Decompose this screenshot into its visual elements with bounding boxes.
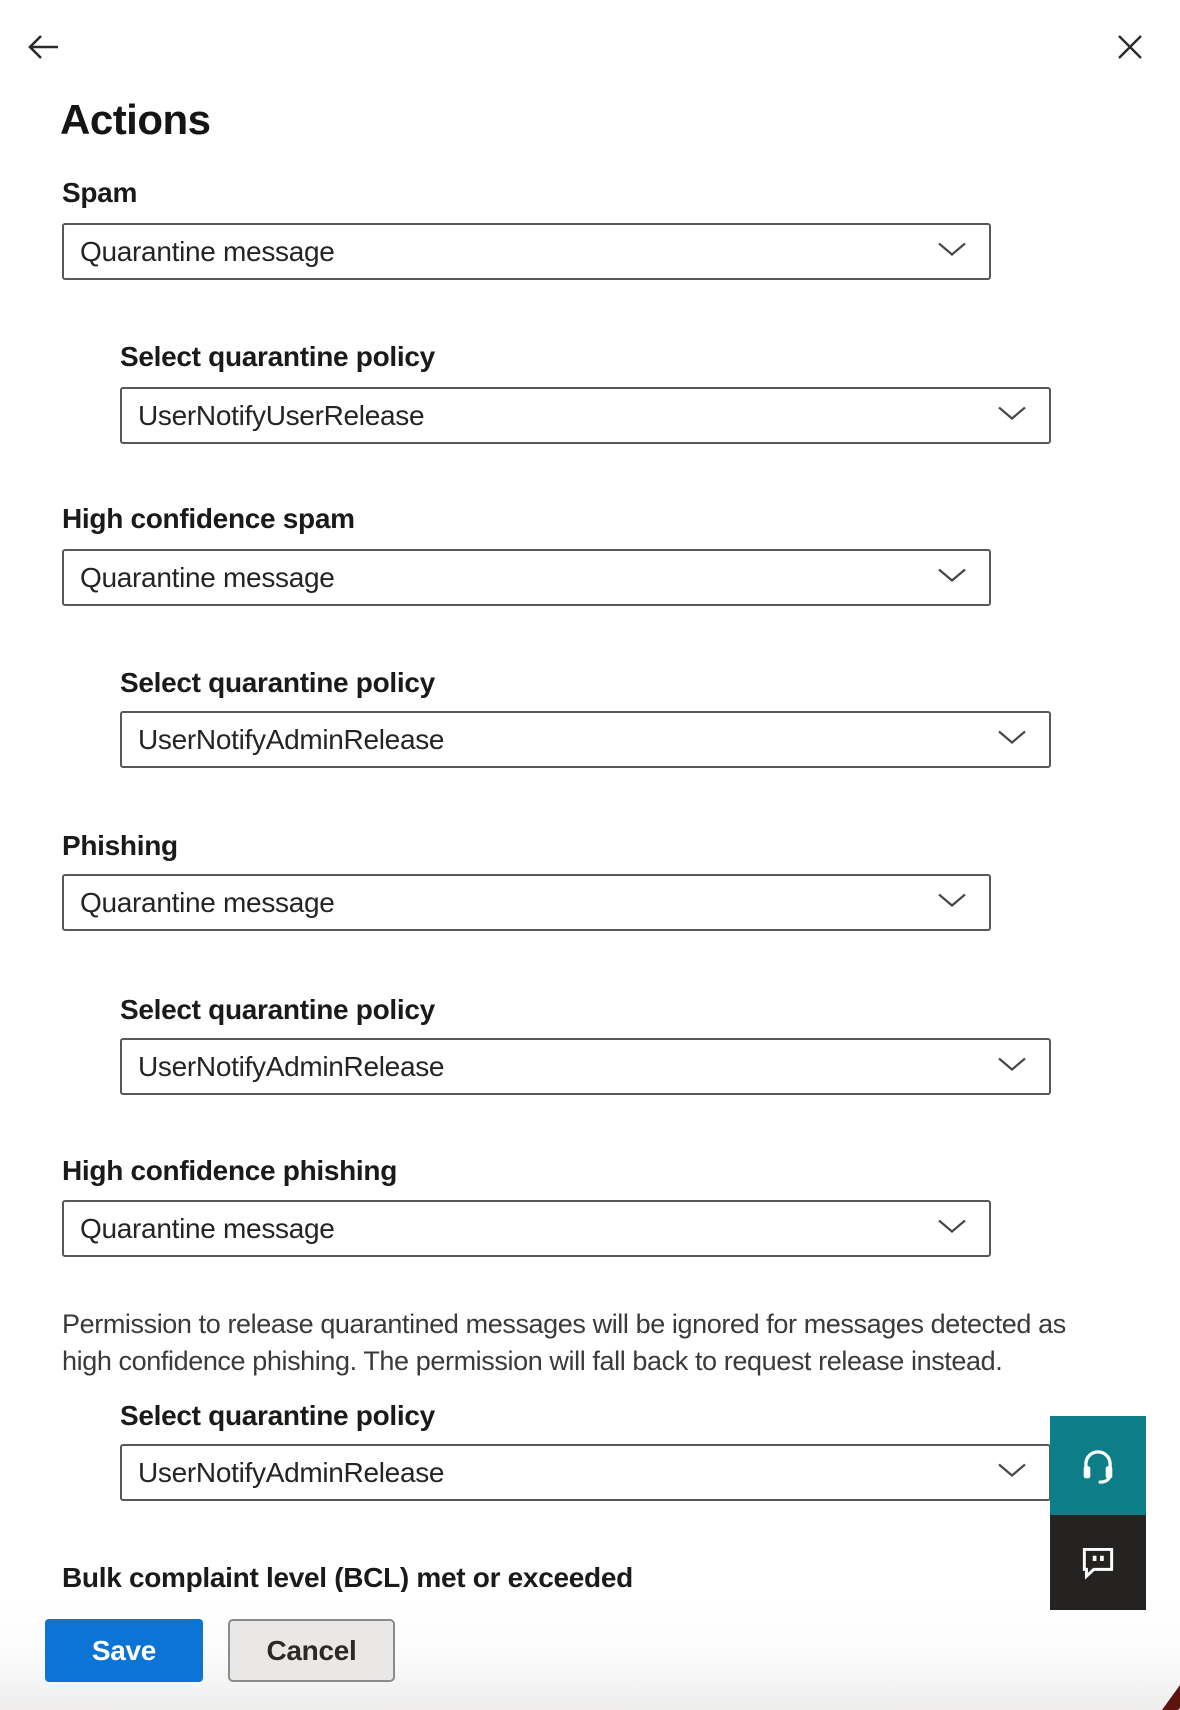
- back-button[interactable]: [22, 26, 66, 70]
- high-confidence-spam-quarantine-policy-dropdown[interactable]: [120, 711, 1051, 768]
- spam-action-dropdown[interactable]: [62, 223, 991, 280]
- chat-icon: [1077, 1540, 1119, 1585]
- selected-value: UserNotifyAdminRelease: [138, 1456, 445, 1488]
- high-confidence-spam-action-dropdown[interactable]: [62, 549, 991, 606]
- phishing-quarantine-policy-dropdown[interactable]: [120, 1038, 1051, 1095]
- footer-bar: [0, 1594, 1180, 1710]
- close-icon: [1110, 27, 1150, 70]
- selected-value: Quarantine message: [80, 1212, 335, 1244]
- close-button[interactable]: [1108, 26, 1152, 70]
- chevron-down-icon: [997, 1056, 1027, 1077]
- chevron-down-icon: [937, 567, 967, 588]
- feedback-button[interactable]: [1050, 1515, 1146, 1610]
- page-title: Actions: [60, 96, 211, 143]
- spam-label: Spam: [62, 177, 138, 208]
- quarantine-policy-label: Select quarantine policy: [120, 341, 435, 372]
- selected-value: UserNotifyUserRelease: [138, 399, 425, 431]
- selected-value: UserNotifyAdminRelease: [138, 723, 445, 755]
- help-button[interactable]: [1050, 1416, 1146, 1515]
- chevron-down-icon: [937, 241, 967, 262]
- chevron-down-icon: [937, 892, 967, 913]
- high-confidence-phishing-note: [62, 1306, 1066, 1380]
- high-confidence-phishing-action-dropdown[interactable]: [62, 1200, 991, 1257]
- headset-icon: [1076, 1442, 1120, 1489]
- quarantine-policy-label: Select quarantine policy: [120, 667, 435, 698]
- cancel-button[interactable]: Cancel: [228, 1619, 395, 1682]
- phishing-action-dropdown[interactable]: [62, 874, 991, 931]
- bulk-complaint-level-label: Bulk complaint level (BCL) met or exceeded: [62, 1562, 633, 1592]
- high-confidence-phishing-label: High confidence phishing: [62, 1155, 398, 1186]
- high-confidence-phishing-quarantine-policy-dropdown[interactable]: [120, 1444, 1051, 1501]
- spam-quarantine-policy-dropdown[interactable]: [120, 387, 1051, 444]
- chevron-down-icon: [937, 1218, 967, 1239]
- selected-value: Quarantine message: [80, 886, 335, 918]
- chevron-down-icon: [997, 1462, 1027, 1483]
- note-line: Permission to release quarantined messages will be ignored for messages detected as: [62, 1309, 1066, 1339]
- chevron-down-icon: [997, 405, 1027, 426]
- high-confidence-spam-label: High confidence spam: [62, 503, 355, 534]
- quarantine-policy-label: Select quarantine policy: [120, 994, 435, 1025]
- note-line: high confidence phishing. The permission will fall back to request release instead.: [62, 1346, 1003, 1376]
- save-button[interactable]: Save: [45, 1619, 203, 1682]
- selected-value: Quarantine message: [80, 561, 335, 593]
- selected-value: UserNotifyAdminRelease: [138, 1050, 445, 1082]
- chevron-down-icon: [997, 729, 1027, 750]
- quarantine-policy-label: Select quarantine policy: [120, 1400, 435, 1431]
- back-arrow-icon: [24, 27, 64, 70]
- phishing-label: Phishing: [62, 830, 178, 861]
- selected-value: Quarantine message: [80, 235, 335, 267]
